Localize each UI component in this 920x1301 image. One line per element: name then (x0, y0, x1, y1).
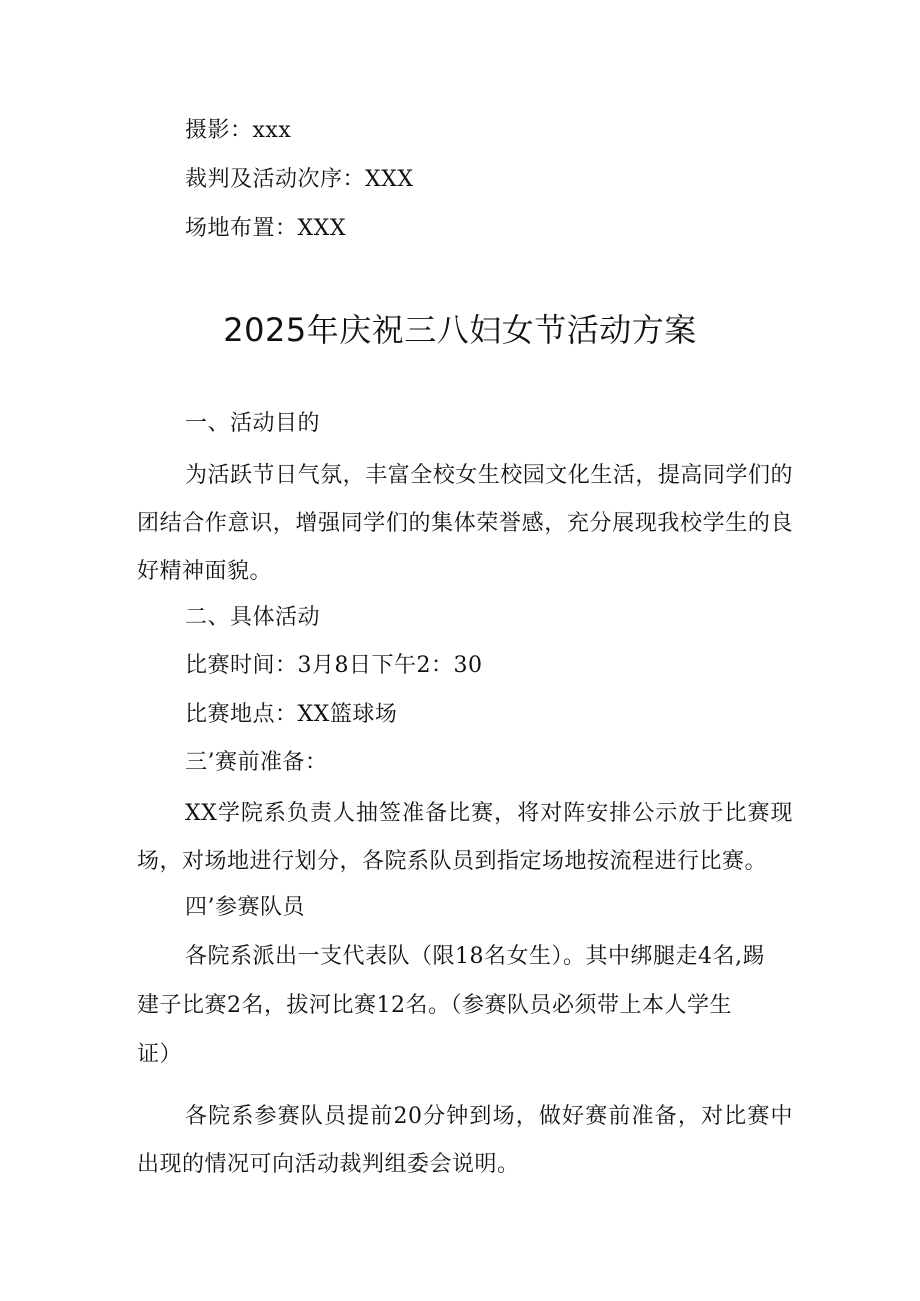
photography-line: 摄影：xxx (185, 118, 292, 143)
section-4-heading: 四’参赛队员 (185, 895, 305, 920)
match-place-line: 比赛地点：XX篮球场 (185, 702, 398, 727)
document-title: 2025年庆祝三八妇女节活动方案 (223, 311, 697, 349)
section-4-body-line-3: 证） (137, 1042, 183, 1067)
section-3-heading: 三’赛前准备： (185, 750, 328, 775)
section-1-heading: 一、活动目的 (185, 411, 321, 436)
match-time-line: 比赛时间：3月8日下午2：30 (185, 653, 483, 678)
section-2-heading: 二、具体活动 (185, 605, 321, 630)
referee-order-line: 裁判及活动次序：XXX (185, 167, 414, 192)
section-1-body: 为活跃节日气氛，丰富全校女生校园文化生活，提高同学们的团结合作意识，增强同学们的集体荣誉感，充分展现我校学生的良好精神面貌。 (137, 463, 793, 584)
section-3-body: XX学院系负责人抽签准备比赛，将对阵安排公示放于比赛现场，对场地进行划分，各院系队员到指定场地按流程进行比赛。 (137, 801, 793, 874)
section-4-body-line-1: 各院系派出一支代表队（限18名女生）。其中绑腿走4名,踢 (185, 944, 765, 969)
venue-setup-line: 场地布置：XXX (185, 216, 346, 241)
section-4-body-2: 各院系参赛队员提前20分钟到场，做好赛前准备，对比赛中出现的情况可向活动裁判组委会说明。 (137, 1104, 793, 1177)
section-4-body-line-2: 建子比赛2名，拔河比赛12名。（参赛队员必须带上本人学生 (137, 993, 732, 1018)
